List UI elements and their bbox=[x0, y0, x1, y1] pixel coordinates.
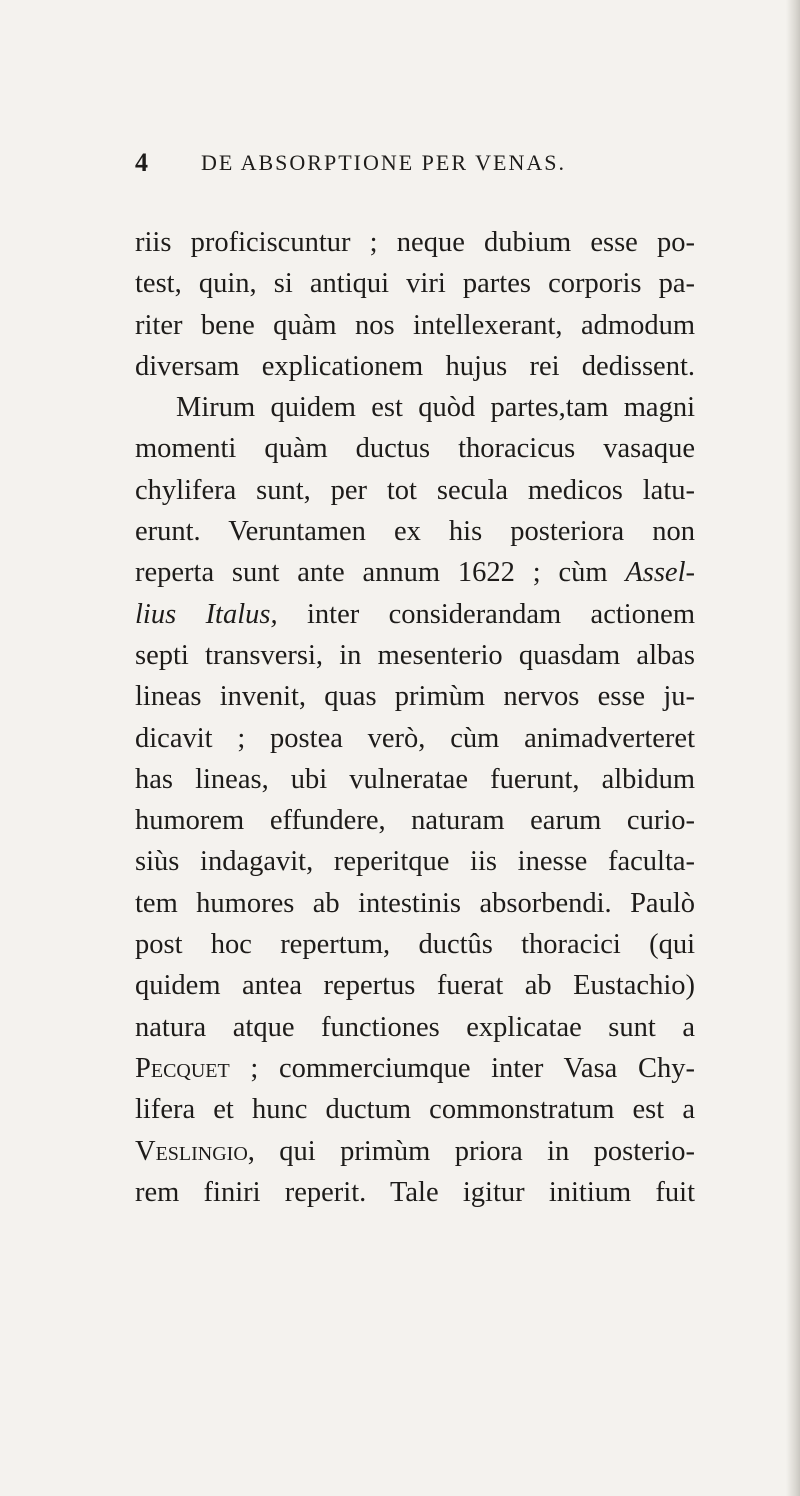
text-line: lifera et hunc ductum commonstratum est a bbox=[135, 1094, 695, 1126]
author-name-italic: Assel- bbox=[625, 557, 695, 589]
text-line: diversam explicationem hujus rei dedissent. bbox=[135, 350, 695, 382]
text-line: lineas invenit, quas primùm nervos esse ju- bbox=[135, 681, 695, 713]
text-segment: , qui primùm priora in posterio- bbox=[247, 1135, 695, 1167]
text-line bbox=[135, 1131, 695, 1172]
author-name-italic: lius Italus, bbox=[135, 598, 278, 630]
author-name-smallcaps: Pecquet bbox=[135, 1052, 230, 1084]
author-name-smallcaps: Veslingio bbox=[135, 1135, 248, 1167]
text-line: post hoc repertum, ductûs thoracici (qui bbox=[135, 929, 695, 961]
text-line bbox=[135, 1048, 695, 1089]
text-line: siùs indagavit, reperitque iis inesse faculta- bbox=[135, 846, 695, 878]
text-line: septi transversi, in mesenterio quasdam albas bbox=[135, 639, 695, 671]
body-text bbox=[135, 222, 695, 1213]
text-line: natura atque functiones explicatae sunt a bbox=[135, 1011, 695, 1043]
text-segment: inter considerandam actionem bbox=[277, 598, 695, 630]
page-edge-shadow bbox=[786, 0, 800, 1496]
text-line: rem finiri reperit. Tale igitur initium fuit bbox=[135, 1176, 695, 1208]
text-line: riter bene quàm nos intellexerant, admodum bbox=[135, 309, 695, 341]
text-line: test, quin, si antiqui viri partes corporis pa- bbox=[135, 268, 695, 300]
running-head bbox=[135, 148, 695, 184]
text-line bbox=[135, 552, 695, 593]
text-line: riis proficiscuntur ; neque dubium esse po- bbox=[135, 227, 695, 258]
text-line: tem humores ab intestinis absorbendi. Paulò bbox=[135, 887, 695, 919]
text-line: Mirum quidem est quòd partes,tam magni bbox=[176, 392, 695, 424]
text-line: humorem effundere, naturam earum curio- bbox=[135, 805, 695, 837]
text-segment: ; commerciumque inter Vasa Chy- bbox=[229, 1052, 695, 1084]
page-number: 4 bbox=[135, 148, 148, 177]
text-line: dicavit ; postea verò, cùm animadverteret bbox=[135, 722, 695, 754]
text-segment: reperta sunt ante annum 1622 ; cùm bbox=[135, 557, 626, 589]
text-line bbox=[135, 594, 695, 635]
text-line: chylifera sunt, per tot secula medicos latu- bbox=[135, 474, 695, 506]
text-line: momenti quàm ductus thoracicus vasaque bbox=[135, 433, 695, 465]
text-line: erunt. Veruntamen ex his posteriora non bbox=[135, 516, 695, 548]
running-title: DE ABSORPTIONE PER VENAS. bbox=[201, 150, 566, 175]
text-line: has lineas, ubi vulneratae fuerunt, albidum bbox=[135, 763, 695, 795]
text-line: quidem antea repertus fuerat ab Eustachio) bbox=[135, 970, 695, 1002]
